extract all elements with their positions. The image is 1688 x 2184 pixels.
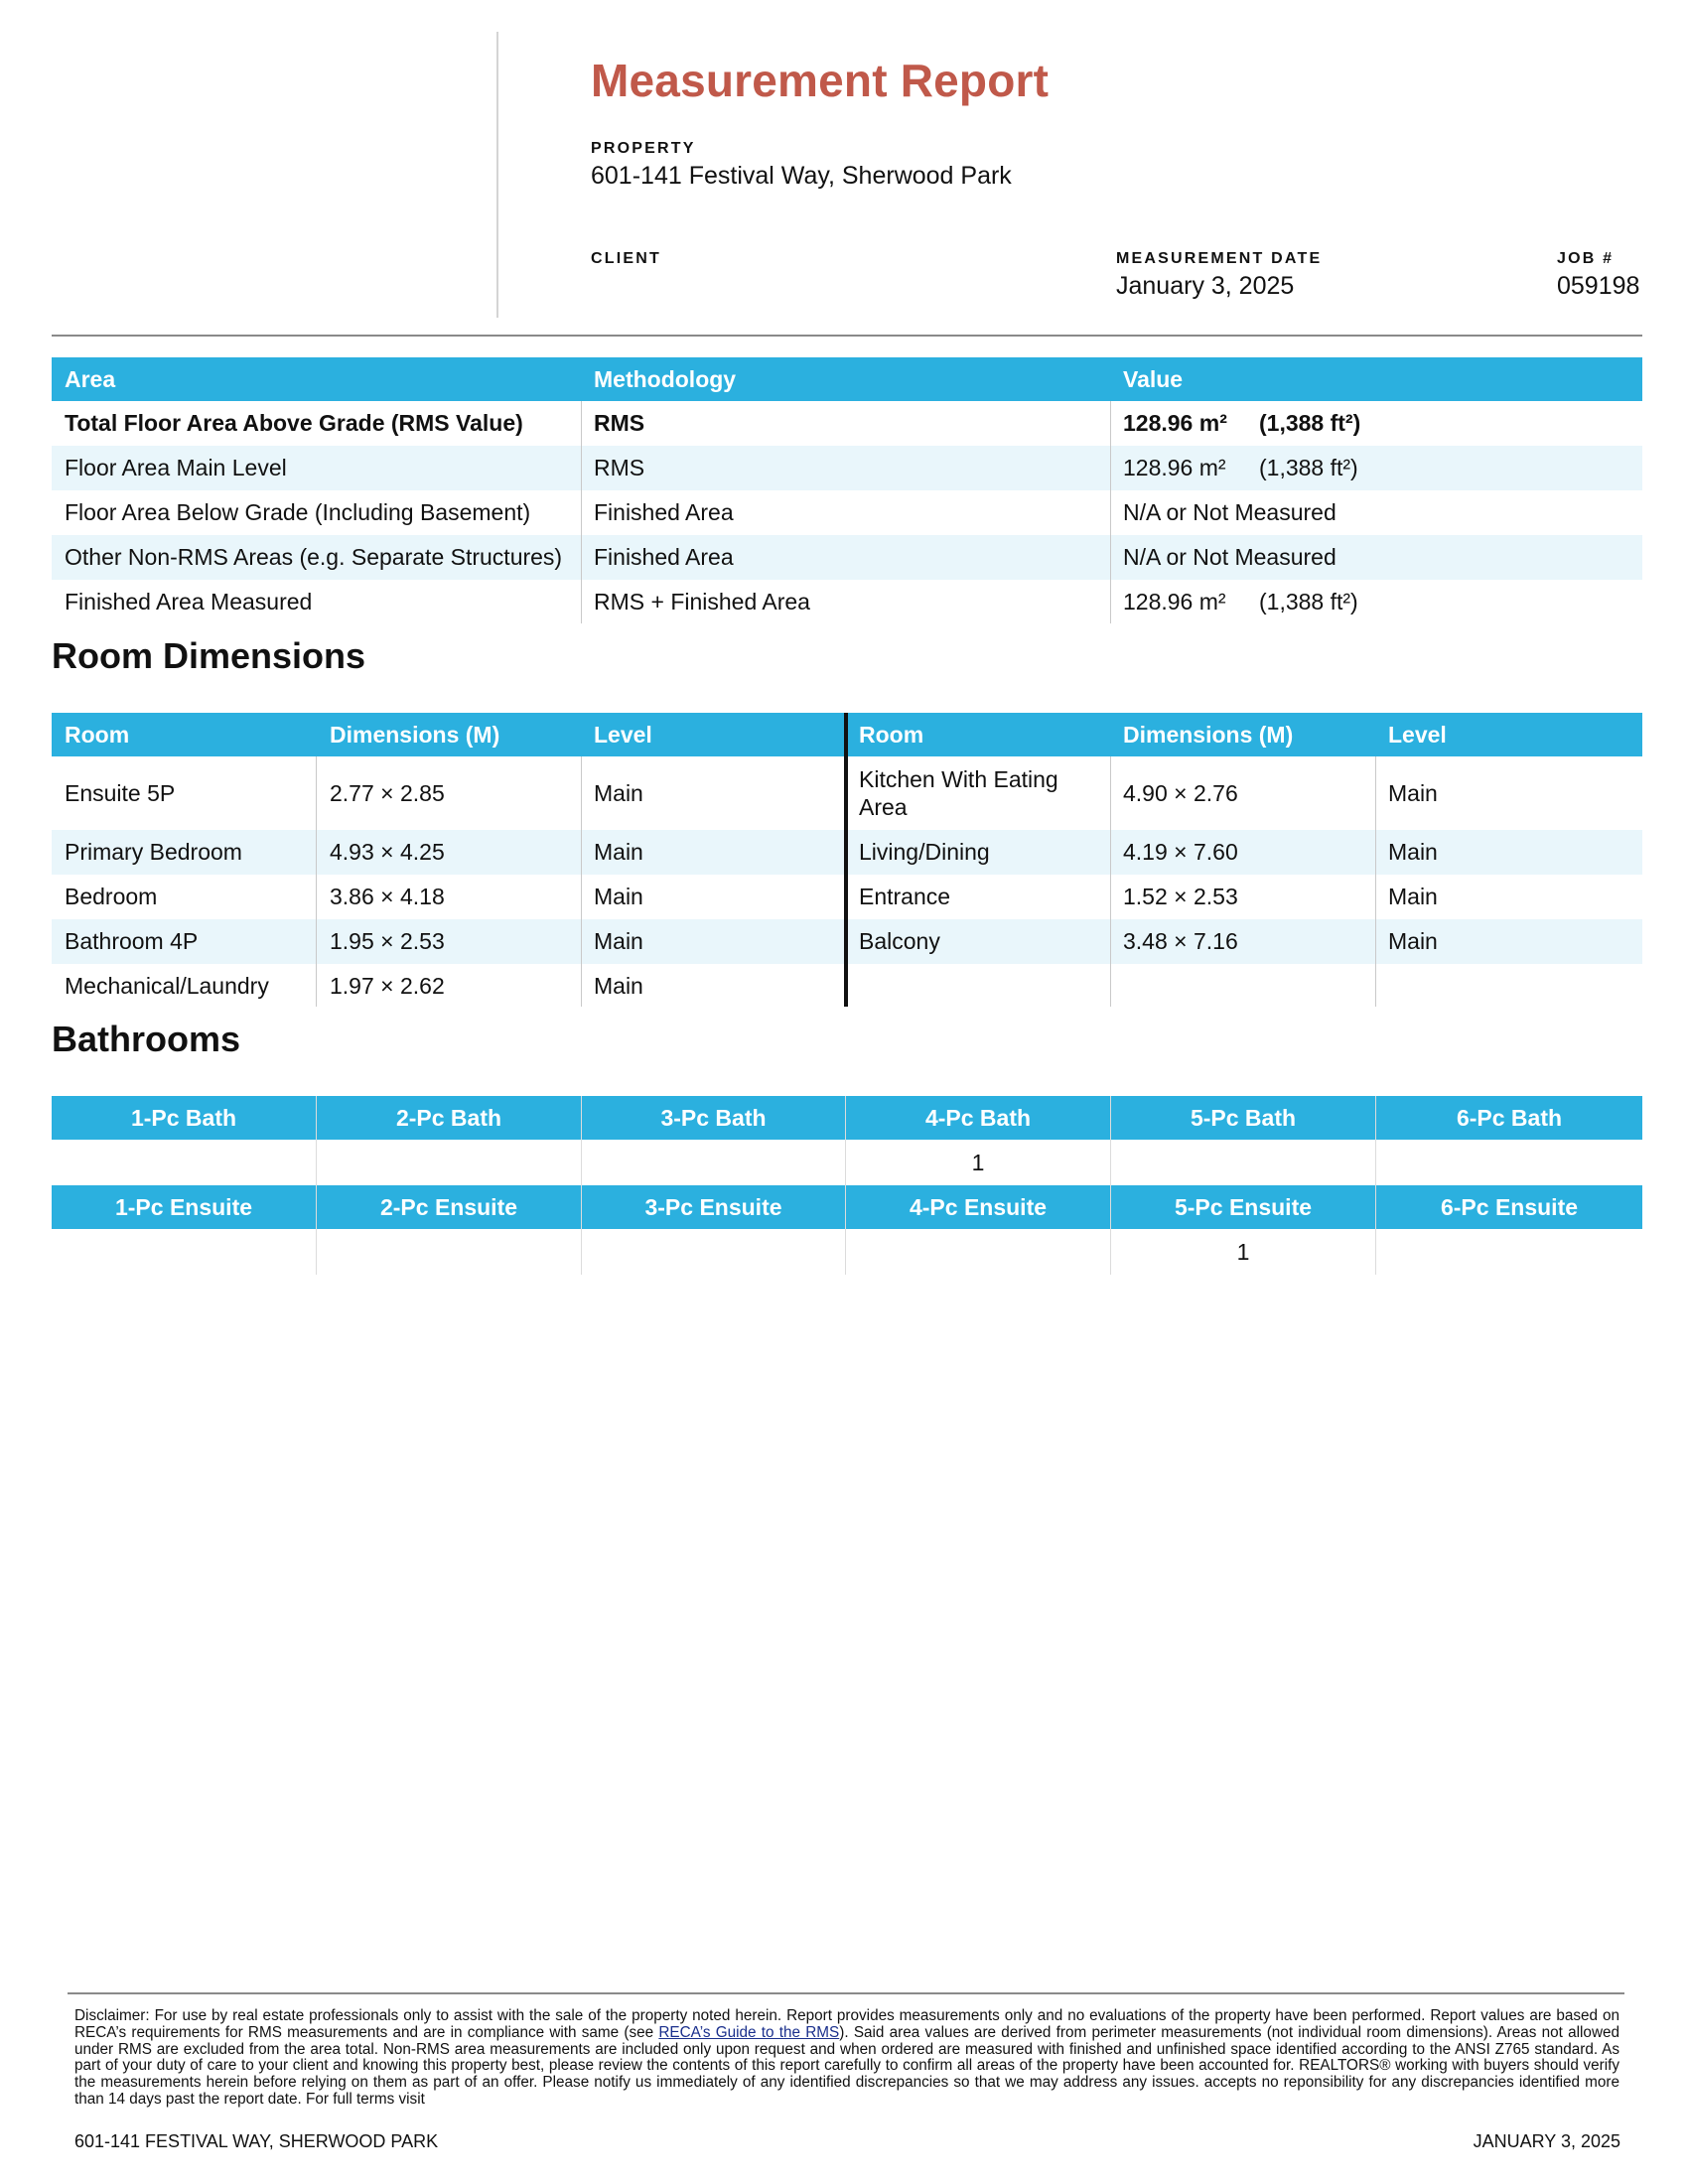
area-row-area: Floor Area Below Grade (Including Basement) (65, 499, 531, 525)
room-level: Main (1388, 839, 1438, 865)
area-row-method: RMS (594, 455, 645, 480)
room-col-separator (1110, 756, 1111, 1007)
area-row-value-m: 128.96 m² (1123, 455, 1226, 480)
ensuite-count: 1 (1236, 1238, 1250, 1265)
area-row-value-m: N/A or Not Measured (1123, 499, 1336, 525)
room-level: Main (1388, 928, 1438, 954)
bath-header: 3-Pc Bath (660, 1104, 767, 1131)
ensuite-count (1376, 1229, 1642, 1275)
room-name: Ensuite 5P (65, 779, 176, 806)
bath-count (317, 1140, 581, 1185)
room-header-room: Room (65, 721, 130, 748)
area-col-separator (1110, 401, 1111, 623)
room-name: Bathroom 4P (65, 928, 199, 954)
area-row-value-ft: (1,388 ft²) (1259, 589, 1358, 614)
area-row-method: RMS + Finished Area (594, 589, 810, 614)
room-header-level: Level (1388, 721, 1447, 748)
area-row-area: Other Non-RMS Areas (e.g. Separate Structures) (65, 544, 563, 570)
area-row-area: Floor Area Main Level (65, 455, 287, 480)
room-name: Mechanical/Laundry (65, 973, 269, 999)
room-dimensions: 1.52 × 2.53 (1123, 884, 1238, 909)
room-level: Main (594, 884, 643, 909)
ensuite-header: 5-Pc Ensuite (1174, 1193, 1313, 1220)
ensuite-count (846, 1229, 1110, 1275)
area-row-value-ft: (1,388 ft²) (1259, 455, 1358, 480)
footer-rule (68, 1992, 1624, 1994)
room-name: Living/Dining (859, 839, 990, 865)
disclaimer-text-a: Disclaimer: For use by real estate professionals only to assist with the sale of the property noted herein. Report provides measurements only and no evaluations of the property have been performed. Report values are based on RECA’s requirements for RMS measurements and are in compliance with same (see (74, 2007, 1619, 2041)
bath-header: 4-Pc Bath (924, 1104, 1032, 1131)
footer-address: 601-141 FESTIVAL WAY, SHERWOOD PARK (74, 2131, 439, 2151)
measurement-date-label: MEASUREMENT DATE (1116, 250, 1323, 267)
room-dimensions: 4.93 × 4.25 (330, 839, 445, 865)
ensuite-header: 6-Pc Ensuite (1440, 1193, 1579, 1220)
room-name: Entrance (859, 884, 951, 909)
room-header-level: Level (594, 721, 652, 748)
bath-header: 5-Pc Bath (1190, 1104, 1297, 1131)
room-dimensions: 2.77 × 2.85 (330, 779, 445, 806)
room-level: Main (594, 973, 643, 999)
bath-count (582, 1140, 845, 1185)
footer-date: JANUARY 3, 2025 (1473, 2131, 1620, 2151)
room-name: Kitchen With Eating Area (859, 766, 1058, 820)
area-header-area: Area (65, 365, 116, 392)
area-row-area: Finished Area Measured (65, 589, 313, 614)
room-dimensions: 4.90 × 2.76 (1123, 779, 1238, 806)
job-number-value: 059198 (1557, 272, 1640, 300)
room-table-center-divider (844, 713, 848, 1007)
header-divider (496, 32, 498, 318)
ensuite-header: 1-Pc Ensuite (114, 1193, 253, 1220)
room-col-separator (1375, 756, 1376, 1007)
room-header-dimensions: Dimensions (M) (1123, 721, 1294, 748)
property-label: PROPERTY (591, 140, 696, 157)
ensuite-count (317, 1229, 581, 1275)
measurement-date-value: January 3, 2025 (1116, 272, 1295, 300)
disclaimer-text-b: ). Said area values are derived from perimeter measurements (not individual room dimensions). Areas not allowed under RMS are excluded from the area total. Non-RMS area measurements are included only upon request and when ordered are measured with finished and unfinished space identified according to the ANSI Z765 standard. As part of your duty of care to your client and knowing this property best, please review the contents of this report carefully to confirm all areas of the property have been accounted for. REALTORS® working with buyers should verify the measurements herein before relying on them as part of an offer. Please notify us immediately of any identified discrepancies so that we may address any issues. accepts no reponsibility for any discrepancies identified more than 14 days past the report date. For full terms visit (74, 2023, 1620, 2108)
bath-count (1111, 1140, 1375, 1185)
room-level: Main (1388, 779, 1438, 806)
area-row-value-ft: (1,388 ft²) (1259, 410, 1361, 436)
room-level: Main (594, 928, 643, 954)
room-name: Primary Bedroom (65, 839, 242, 865)
bath-header: 1-Pc Bath (130, 1104, 237, 1131)
bath-count: 1 (971, 1149, 985, 1175)
property-value: 601-141 Festival Way, Sherwood Park (591, 162, 1012, 190)
room-level: Main (1388, 884, 1438, 909)
ensuite-header: 2-Pc Ensuite (379, 1193, 518, 1220)
bath-count (52, 1140, 316, 1185)
bath-count (1376, 1140, 1642, 1185)
area-row-method: Finished Area (594, 544, 734, 570)
area-row-area: Total Floor Area Above Grade (RMS Value) (65, 410, 523, 436)
room-level: Main (594, 839, 643, 865)
room-dimensions: 4.19 × 7.60 (1123, 839, 1238, 865)
room-name: Balcony (859, 928, 940, 954)
area-table-header (52, 357, 1642, 401)
room-header-room: Room (859, 721, 924, 748)
room-dimensions-title: Room Dimensions (52, 635, 366, 676)
area-row-value-m: N/A or Not Measured (1123, 544, 1336, 570)
client-label: CLIENT (591, 250, 661, 267)
room-level: Main (594, 779, 643, 806)
bath-header: 6-Pc Bath (1456, 1104, 1563, 1131)
report-title: Measurement Report (591, 55, 1050, 106)
area-row-value-m: 128.96 m² (1123, 410, 1227, 436)
ensuite-count (582, 1229, 845, 1275)
room-header-dimensions: Dimensions (M) (330, 721, 500, 748)
room-dimensions: 3.86 × 4.18 (330, 884, 445, 909)
header-rule (52, 335, 1642, 337)
room-dimensions: 1.95 × 2.53 (330, 928, 445, 954)
area-header-methodology: Methodology (594, 365, 737, 392)
area-col-separator (581, 401, 582, 623)
area-row-method: Finished Area (594, 499, 734, 525)
bath-header: 2-Pc Bath (395, 1104, 502, 1131)
room-name: Bedroom (65, 884, 158, 909)
area-row-value-m: 128.96 m² (1123, 589, 1226, 614)
room-dimensions: 1.97 × 2.62 (330, 973, 445, 999)
ensuite-header: 3-Pc Ensuite (644, 1193, 782, 1220)
job-number-label: JOB # (1557, 250, 1615, 267)
room-col-separator (581, 756, 582, 1007)
bathrooms-title: Bathrooms (52, 1019, 241, 1059)
ensuite-count (52, 1229, 316, 1275)
room-dimensions: 3.48 × 7.16 (1123, 928, 1238, 954)
ensuite-header: 4-Pc Ensuite (909, 1193, 1048, 1220)
area-row-stripe (52, 446, 1642, 490)
reca-guide-link[interactable]: RECA’s Guide to the RMS (658, 2023, 840, 2041)
area-header-value: Value (1123, 365, 1184, 392)
room-col-separator (316, 756, 317, 1007)
area-row-method: RMS (594, 410, 645, 436)
disclaimer (74, 2008, 1619, 2109)
